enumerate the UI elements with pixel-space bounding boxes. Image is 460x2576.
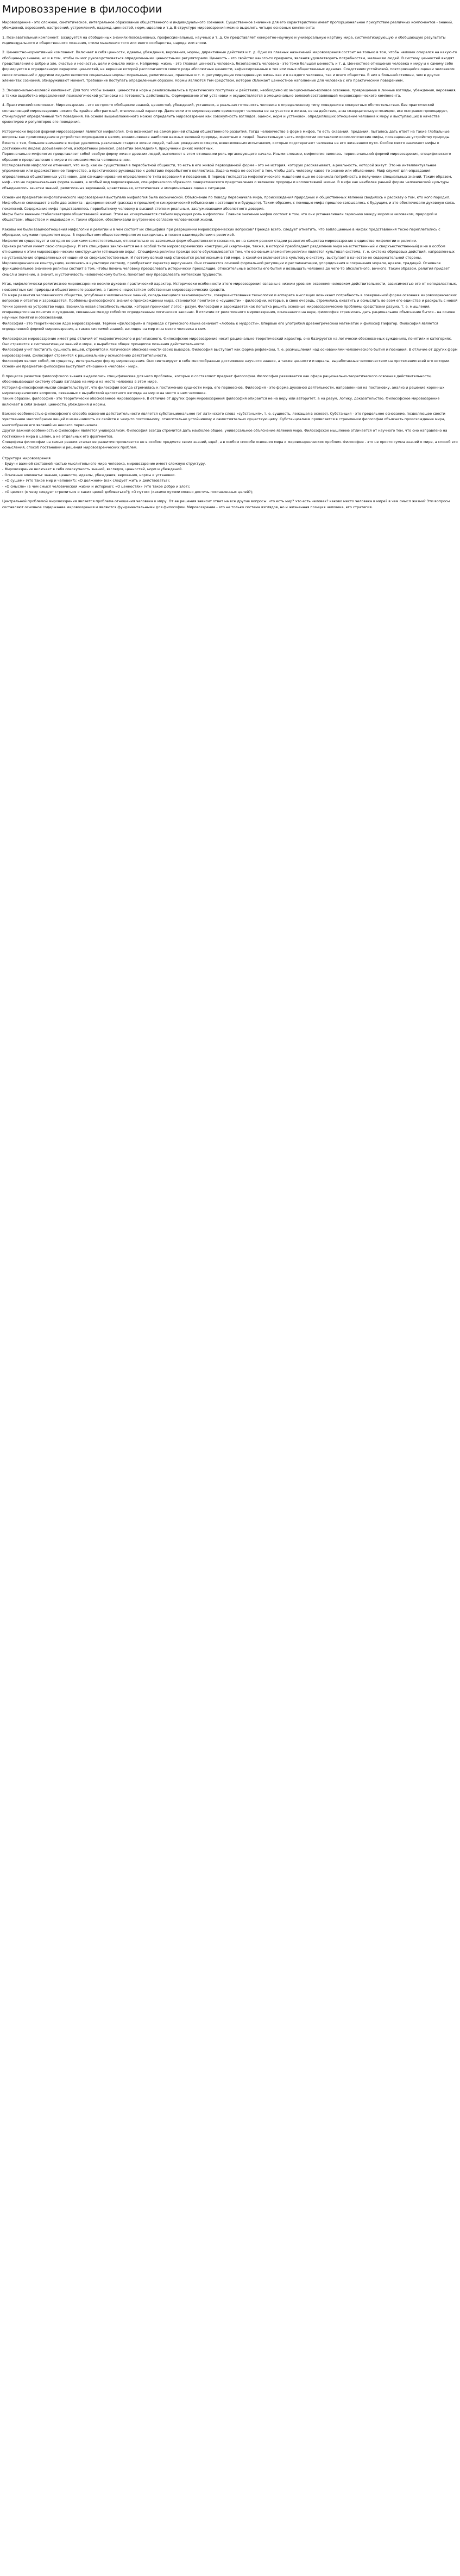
- paragraph: История философской мысли свидетельствует, что философия всегда стремилась к постижению сущности мира, его первооснов. Философия - это форма духовной деятельности, направленная на постановку, анализ и решение коренных мировоззренческих вопросов, связанных с выработкой целостного взгляда на мир и на место в нем человека.: [2, 385, 445, 395]
- paragraph: Философия - это теоретическое ядро мировоззрения. Термин «философия» в переводе с греческого языка означает «любовь к мудрости». Впервые его употребил древнегреческий математик и философ Пифагор. Философия является определенной формой мировоззрения, а также системой знаний, взглядов на мир и на место человека в нем.: [2, 321, 438, 332]
- paragraph: Мировоззрение - это сложное, синтетическое, интегральное образование общественного и индивидуального сознания. Существенное значение для его характеристики имеет пропорциональное присутствие различных компонентов - знаний, убеждений, верований, настроений, устремлений, надежд, ценностей, норм, идеалов и т.д. В структуре мировоззрения можно выделить четыре основных компонента:: [2, 20, 453, 30]
- paragraph: Однако религия имеет свою специфику. И эта специфика заключается не в особой типе мировоззренческих конструкций (картинере, также, в которой преобладает разделение мира на естественный и сверхъестественный) и не в особом отношении к этим мировоззренческим конструкциям (отношение веры). Специфика религии прежде всего обуславливается тем, что основным элементом религии является культовая система, т. е. система обрядовых действий, направленных на установление определенных отношений со сверхъестественным. И поэтому всякий миф становится религиозным в той мере, в какой он включается в культовую систему, выступает в качестве ее содержательной стороны. Мировоззренческие конструкции, включаясь в культовую систему, приобретают характер вероучения. Они становятся основой формальной регуляции и регламентации, упорядочения и сохранения морали, нравов, традиций. Основное функциональное значение религии состоит в том, чтобы помочь человеку преодолевать исторически преходящие, относительные аспекты его бытия и возвышать человека до чего-то абсолютного, вечного. Таким образом, религия придает смысл и значение, а значит, и устойчивость человеческому бытию, помогает ему преодолевать житейские трудности.: [2, 244, 455, 277]
- paragraph: Другой важной особенностью философии является универсализм. Философия всегда стремится дать наиболее общее, универсальное объяснение явлений мира. Философское мышление отличается от научного тем, что оно направлено на постижение мира в целом, а не отдельных его фрагментов.: [2, 428, 448, 439]
- paragraph: Таким образом, философия - это теоретически обоснованное мировоззрение. В отличие от других форм мировоззрения философия опирается не на веру или авторитет, а на разум, логику, доказательство. Философское мировоззрение включает в себя знания, ценности, убеждения и нормы.: [2, 396, 440, 407]
- paragraph: Исследователи мифологии отмечают, что миф, как он существовал в первобытной общности, то есть в его живой первозданной форме - это не история, которую рассказывают, а реальность, которой живут. Это не интеллектуальное упражнение или художественное творчество, а практическое руководство к действию первобытного коллектива. Задача мифа не состоит в том, чтобы дать человеку какое-то знание или объяснение. Миф служит для оправдания определенных общественных установок, для санкционирования определенного типа верований и поведения. В период господства мифологического мышления еще не возникла потребность в получении специальных знаний. Таким образом, миф - это не первоначальная форма знания, а особый вид мировоззрения, специфического образного синкретического представления о явлениях природы и коллективной жизни. В мифе как наиболее ранней форме человеческой культуры объединялись зачатки знаний, религиозных верований, нравственная, эстетическая и эмоциональная оценка ситуации.: [2, 163, 452, 190]
- paragraph: Философия учит постигать сущность вещей, стремится к логической обоснованности своих выводов. Философия выступает как форма рефлексии, т. е. размышления над основаниями человеческого бытия и познания. В отличие от других форм мировоззрения, философия стремится к рациональному осмыслению действительности.: [2, 347, 458, 358]
- paragraph: Специфика философии на самых ранних этапах ее развития проявляется не в особом предмете своих знаний, идей, а в особом способе освоения мира и мировоззренческих проблем. Философия - это не просто сумма знаний о мире, а способ его осмысления, способ постановки и решения мировоззренческих проблем.: [2, 439, 458, 450]
- paragraph: Мифы были важным стабилизатором общественной жизни. Этим не исчерпывается стабилизирующая роль мифологии. Главное значение мифов состоит в том, что они устанавливали гармонию между миром и человеком, природой и обществом, обществом и индивидом и, таким образом, обеспечивали внутреннюю согласие человеческой жизни.: [2, 212, 437, 222]
- paragraph: По мере развития человеческого общества, углубления человеческих знаний, складывающиеся закономерности, совершенствования технологии и аппарата мыслящих возникает потребность в совершенной форме освоения мировоззренческих вопросов и ответов и зарождается. Проблемы философского знания о происхождении мира, становится понятием о «сущности» - философии, которые, в свою очередь, стремились охватить и осмыслить во всем его единстве и раскрыть с новой точки зрения на устройство мира. Возникла новая способность мысли, которая проникает Логос - разум. Философия и зарождается как попытка решить основные мировоззренческие проблемы средствами разума, т. е. мышления, опирающегося на понятия и суждения, связанные между собой по определенным логическим законам. В отличие от религиозного мировоззрения, основанного на вере, философия стремилась дать рациональное объяснение бытия - на основе научных понятий и обоснований.: [2, 292, 458, 320]
- paragraph: 4. Практический компонент. Мировоззрение - это не просто обобщение знаний, ценностей, убеждений, установок, а реальная готовность человека к определенному типу поведения в конкретных обстоятельствах. Без практической составляющей мировоззрение носило бы крайне абстрактный, отвлеченный характер. Даже если это мировоззрение ориентирует человека не на участие в жизни, не на действие, а на созерцательную позицию, все оно равно провоцирует, стимулирует определенный тип поведения. На основе вышеизложенного можно определить мировоззрение как совокупность взглядов, оценок, норм и установок, определяющих отношение человека к миру и выступающих в качестве ориентиров и регуляторов его поведения.: [2, 103, 449, 124]
- paragraph: Итак, мифологически-религиозное мировоззрение носило духовно-практический характер. Исторически особенности этого мировоззрения связаны с низким уровнем освоения человеком действительности, зависимостью его от неподвластных, неизвестных сил природы и общественного развития, а также с недостатком собственных мировоззренческих средств.: [2, 282, 457, 292]
- paragraph: - «О целях» (к чему следует стремиться и каких целей добиваться?); «О путях» (какими путями можно достичь поставленных целей?);: [2, 489, 254, 494]
- paragraph: Миф обычно совмещает в себе два аспекта - диахронический (рассказ о прошлом) и синхронический (объяснение настоящего и будущего). Таким образом, с помощью мифа прошлое связывалось с будущим, и это обеспечивало духовную связь поколений. Содержание мифа представлялось первобытному человеку в высшей степени реальным, заслуживающим абсолютного доверия.: [2, 201, 455, 211]
- paragraph: Мифология существует и сегодня не рамками самостоятельных, относительно не зависимых форм общественного сознания, но на самом раннем стадии развития общества мировоззрение в единстве мифологии и религии.: [2, 238, 417, 243]
- paragraph: Философское мировоззрение имеет ряд отличий от мифологического и религиозного. Философское мировоззрение носит рационально-теоретический характер, оно базируется на логически обоснованных суждениях, понятиях и категориях. Оно стремится к систематизации знаний о мире, к выработке общих принципов познания действительности.: [2, 336, 452, 346]
- paragraph: Философия являет собой, по существу, интегральную форму мировоззрения. Оно синтезирует в себе многообразные достижения научного знания, а также ценности и идеалы, выработанные человечеством на протяжении всей его истории. Основным предметом философии выступает отношение «человек - мир».: [2, 359, 451, 369]
- paragraph: В процессе развития философского знания выделились специфические для него проблемы, которые и составляют предмет философии. Философия развивается как сфера рационально-теоретического освоения действительности, обосновывающая систему общих взглядов на мир и на место человека в этом мире.: [2, 373, 432, 384]
- document-page: [0, 0, 460, 515]
- paragraph: Важное особенностью философского способа освоения действительности является субстанциональное (от латинского слова «субстанция», т. е. сущность, лежащая в основе). Субстанция - это предельное основание, позволяющее свести чувственное многообразие вещей и изменчивость их свойств к чему-то постоянному, относительно устойчивому и самостоятельно существующему. Субстанциализм проявляется в стремлении философии объяснить происхождение мира, многообразие его явлений из некоего первоначала.: [2, 411, 445, 427]
- paragraph: Исторически первой формой мировоззрения является мифология. Она возникает на самой ранней стадии общественного развития. Тогда человечество в форме мифов, то есть сказаний, преданий, пыталось дать ответ на такие глобальные вопросы как происхождение и устройство мироздания в целом, возникновение наиболее важных явлений природы, животных и людей. Значительную часть мифологии составляли космологические мифы, посвященные устройству природы. Вместе с тем, большое внимание в мифах уделялось различным стадиям жизни людей, тайнам рождения и смерти, всевозможным испытаниям, которые подстерегают человека на его жизненном пути. Особое место занимают мифы о достижениях людей: добывании огня, изобретении ремесел, развитии земледелия, приручении диких животных.: [2, 129, 451, 151]
- paragraph: 2. Ценностно-нормативный компонент. Включает в себя ценности, идеалы, убеждения, верования, нормы, директивные действия и т. д. Одно из главных назначений мировоззрения состоит не только в том, чтобы человек опирался на какую-то обобщенную знание, но и в том, чтобы он мог руководствоваться определенными ценностными регуляторами. Ценность - это свойство какого-то предмета, явления удовлетворять потребностям, желаниям людей. В систему ценностей входят представления о добре и зле, счастье и несчастье, цели и смысле жизни. Например: жизнь - это главная ценность человека, безопасность человека - это тоже большая ценность и т. д. Ценностное отношение человека к миру и к самому себе формируется в определенную иерархию ценностей, на вершине которой располагаются своего рода абсолютные ценности, зафиксированные в тех или иных общественных идеалах. Следствием устойчивой, повторяющейся оценки человеком своих отношений с другими людьми являются социальные нормы: моральные, религиозные, правовые и т. п. регулирующие повседневную жизнь как и в каждого человека, так и всего общества. В них в большей степени, чем в других элементах сознания, обнаруживают момент, требование поступать определенным образом. Нормы являются тем средством, которое сближает ценностное наполнение для человека с его практическим поведением.: [2, 50, 457, 83]
- article-body: [2, 20, 458, 510]
- section-heading: Структура мировоззрения: [2, 456, 51, 460]
- page-title: Мировоззрение в философии: [2, 3, 162, 15]
- paragraph: 3. Эмоционально-волевой компонент. Для того чтобы знания, ценности и нормы реализовывались в практических поступках и действиях, необходимо их эмоционально-волевое освоение, превращение в личные взгляды, убеждения, верования, а также выработка определенной психологической установки на готовность действовать. Формирование этой установки и осуществляется в эмоционально-волевой составляющей мировоззренческого компонента.: [2, 88, 457, 98]
- paragraph: Каковы же были взаимоотношения мифологии и религии и в чем состоит их специфика при разрешении мировоззренческих вопросов? Прежде всего, следует отметить, что воплощенные в мифах представления тесно переплетались с обрядами, служили предметом веры. В первобытном обществе мифология находилась в тесном взаимодействии с религией.: [2, 227, 440, 238]
- paragraph: - Мировоззрение включает в себя совокупность знаний, взглядов, ценностей, норм и убеждений.: [2, 467, 183, 472]
- paragraph: - Основные элементы: знания, ценности, идеалы, убеждения, верования, нормы и установки.: [2, 472, 176, 477]
- paragraph: Основным предметом мифологического мировоззрения выступала мифология была космической. Объяснение по поводу первоначала мира, происхождения природных и общественных явлений сводилось к рассказу о том, кто кого породил.: [2, 195, 450, 199]
- paragraph: - Будучи важной составной частью мыслительного мира человека, мировоззрение имеет сложную структуру.: [2, 461, 206, 466]
- paragraph: - «О смысле» (в чем смысл человеческой жизни и истории?); «О ценностях» (что такое добро и зло?);: [2, 484, 190, 489]
- paragraph: 1. Познавательный компонент. Базируется на обобщенных знаниях-повседневных, профессиональных, научных и т. д. Он представляет конкретно-научную и универсальную картину мира, систематизирующую и обобщающую результаты индивидуального и общественного познания, стили мышления того или иного сообщества, народа или эпохи.: [2, 35, 446, 45]
- paragraph: Первоначально мифология представляет собой особую форму жизни древних людей, выполняет в этом отношении роль организующего начала. Иными словами, мифология являлась первоначальной формой мировоззрения, специфического образного представления о мире и понимания места человека в нем.: [2, 152, 451, 162]
- paragraph: Центральной проблемой мировоззрения является проблема отношения человека к миру. От ее решения зависит ответ на все другие вопросы: что есть мир? что есть человек? каково место человека в мире? в чем смысл жизни? Эти вопросы составляют основное содержание мировоззрения и являются фундаментальными для философии. Мировоззрение - это не только система взглядов, но и жизненная позиция человека, его стратегия.: [2, 499, 450, 509]
- paragraph: - «О сущем» (что такое мир и человек?); «О должном» (как следует жить и действовать?);: [2, 478, 171, 483]
